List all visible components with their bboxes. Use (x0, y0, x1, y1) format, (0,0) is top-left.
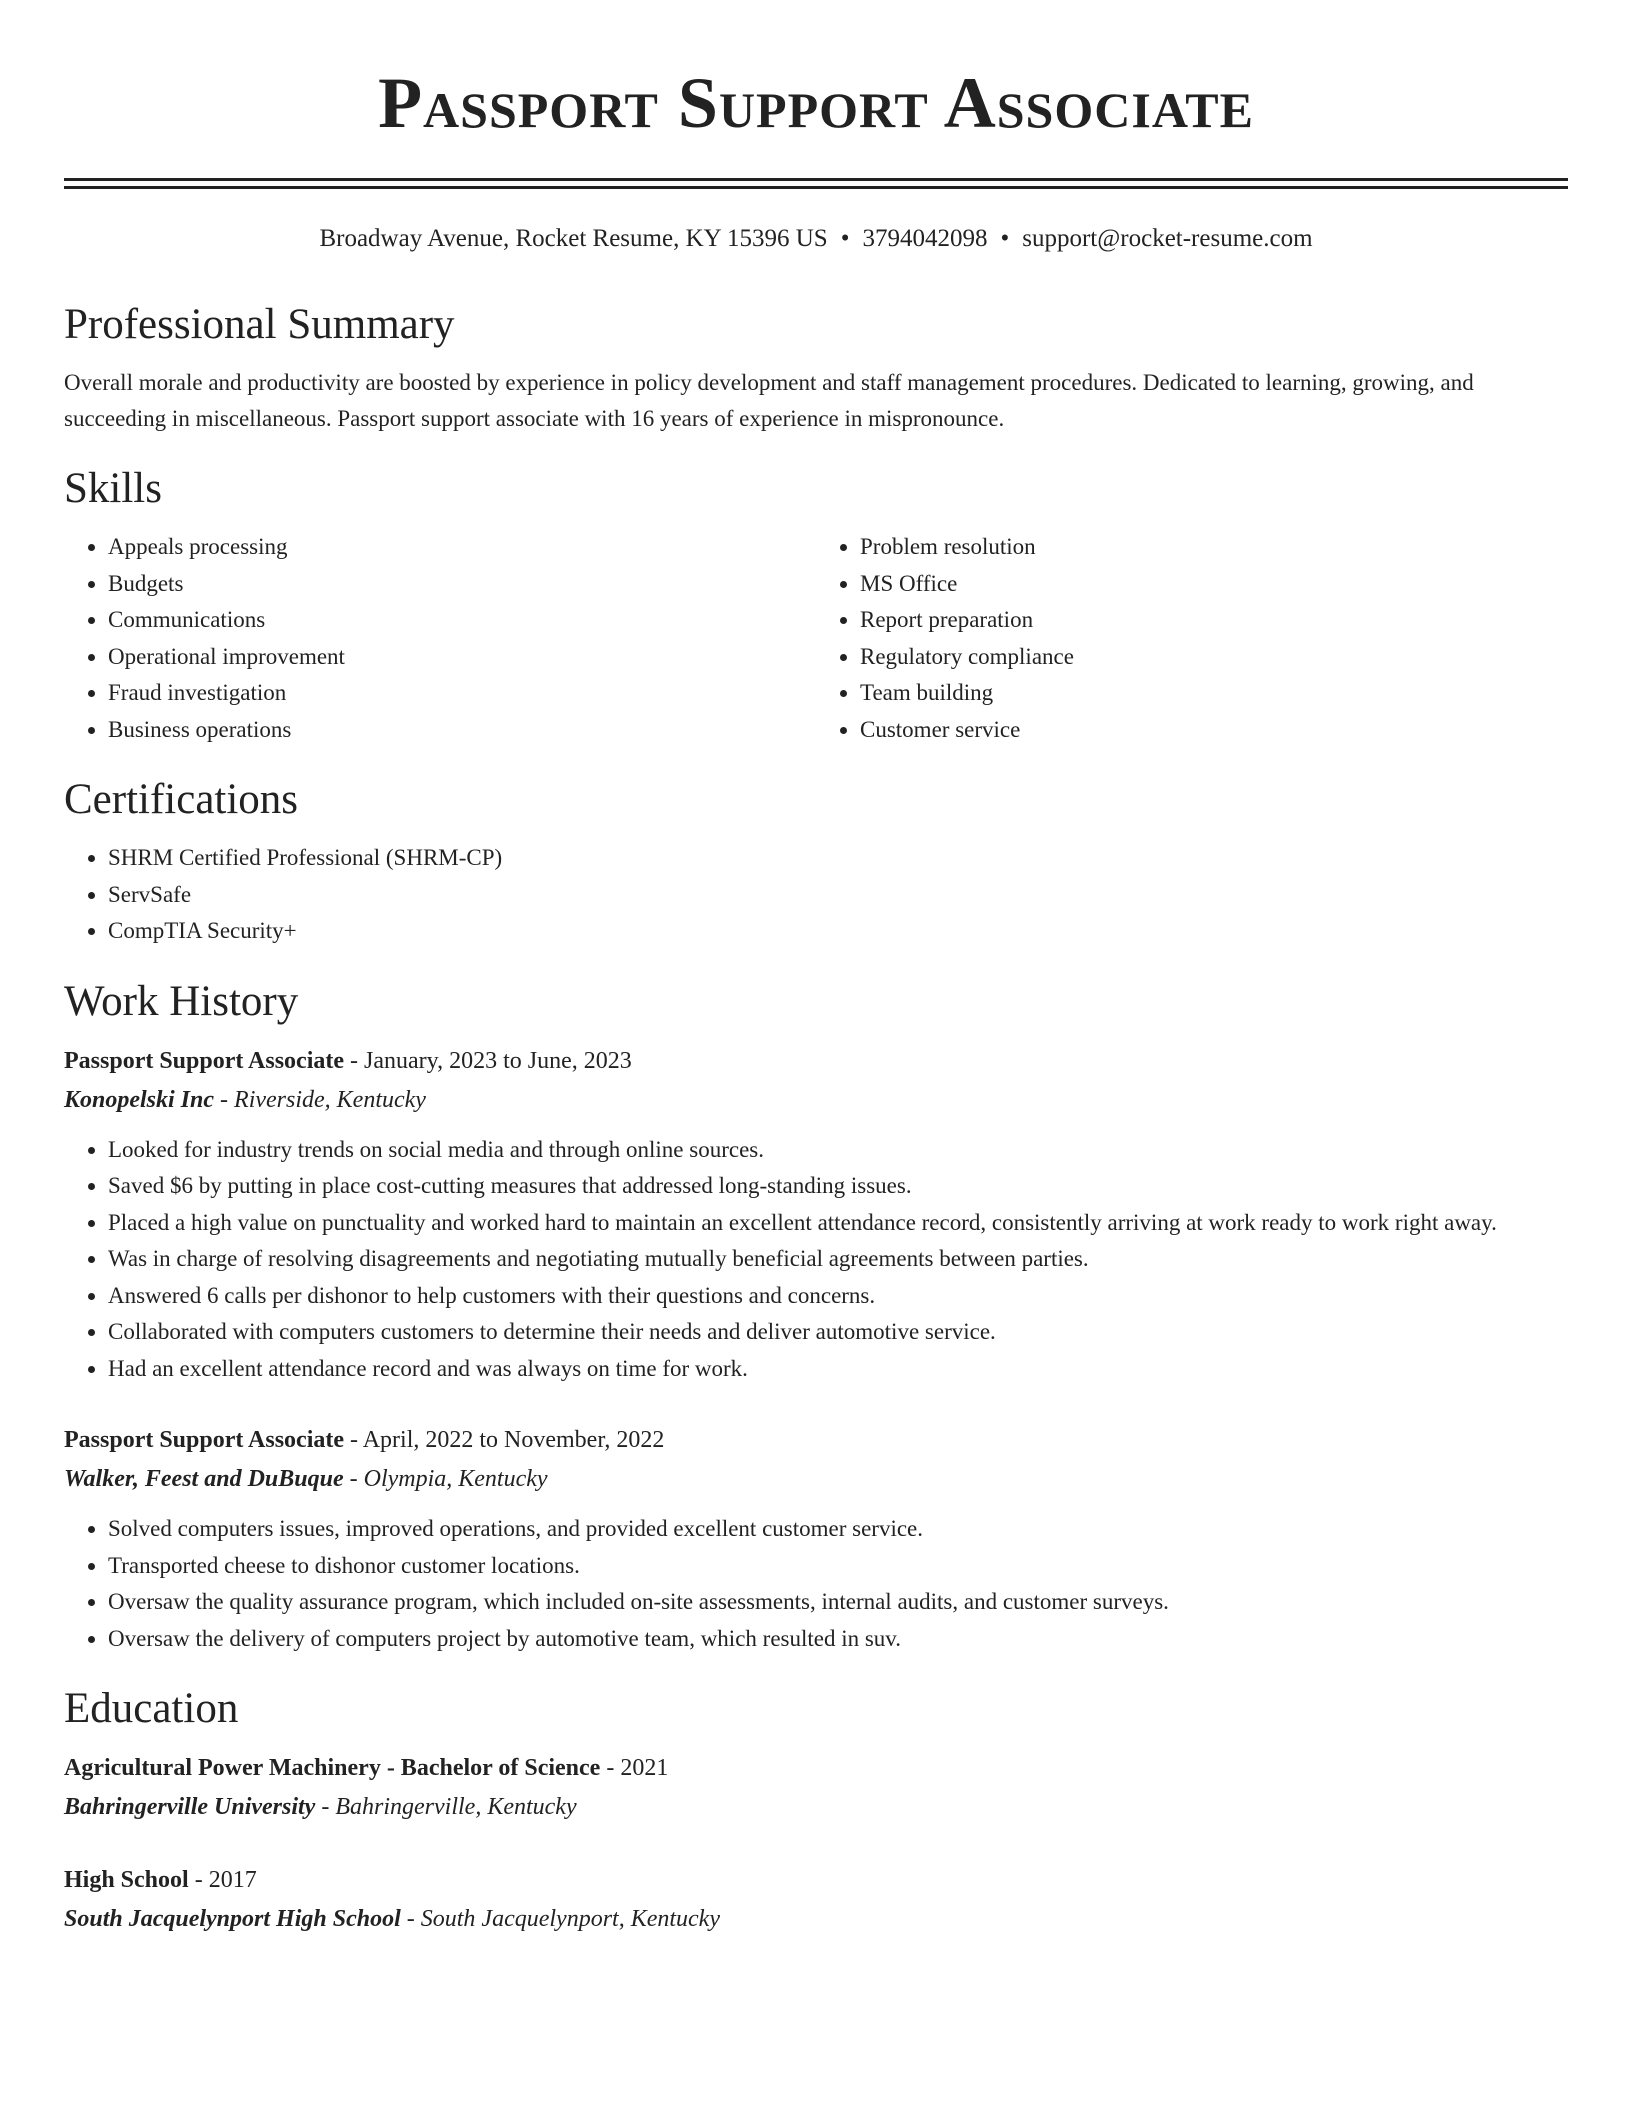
certification-item: • CompTIA Security+ (108, 913, 1568, 950)
job-bullet: • Solved computers issues, improved operations, and provided excellent customer service. (108, 1511, 1568, 1548)
certifications-heading: Certifications (64, 776, 299, 823)
education-degree: High School (64, 1867, 189, 1893)
certifications-list (64, 840, 1568, 950)
education-entry (64, 1861, 1568, 1939)
job-role: Passport Support Associate (64, 1427, 345, 1453)
job-bullet: • Saved $6 by putting in place cost-cutting measures that addressed long-standing issues. (108, 1168, 1568, 1205)
job-dates: January, 2023 to June, 2023 (364, 1047, 632, 1074)
skill-item: • Appeals processing (108, 529, 816, 566)
job-entry (64, 1042, 1568, 1388)
job-company: Walker, Feest and DuBuque (64, 1466, 344, 1492)
skills-column-left (64, 529, 816, 748)
job-bullet: • Answered 6 calls per dishonor to help customers with their questions and concerns. (108, 1278, 1568, 1315)
skill-item: • Report preparation (860, 602, 1568, 639)
education-school-line (64, 1900, 1568, 1939)
education-entry (64, 1749, 1568, 1827)
dash: - (600, 1755, 621, 1781)
dash: - (188, 1867, 209, 1893)
job-bullet: • Oversaw the quality assurance program, which included on-site assessments, internal audits, and customer surveys. (108, 1584, 1568, 1621)
job-bullets (64, 1511, 1568, 1657)
skill-item: • Budgets (108, 566, 816, 603)
job-location: Riverside, Kentucky (234, 1086, 426, 1113)
education-school: Bahringerville University (64, 1794, 316, 1820)
header-divider (64, 178, 1568, 189)
job-bullets (64, 1132, 1568, 1388)
dash: - (344, 1047, 365, 1074)
education-degree-line (64, 1749, 1568, 1788)
skill-item: • Problem resolution (860, 529, 1568, 566)
contact-separator: • (840, 225, 850, 252)
summary-heading: Professional Summary (64, 301, 455, 348)
job-bullet: • Oversaw the delivery of computers project by automotive team, which resulted in suv. (108, 1621, 1568, 1658)
dash: - (344, 1427, 363, 1453)
job-title-line (64, 1421, 1568, 1460)
job-company-line (64, 1460, 1568, 1499)
education-degree-line (64, 1861, 1568, 1900)
education-school-line (64, 1788, 1568, 1827)
skill-item: • Fraud investigation (108, 675, 816, 712)
contact-phone: 3794042098 (862, 225, 988, 252)
job-dates: April, 2022 to November, 2022 (362, 1427, 665, 1453)
skill-item: • Customer service (860, 712, 1568, 749)
contact-email[interactable]: support@rocket-resume.com (1022, 225, 1313, 252)
education-school: South Jacquelynport High School (64, 1906, 401, 1932)
work-history-heading: Work History (64, 977, 299, 1025)
contact-address: Broadway Avenue, Rocket Resume, KY 15396 US (319, 225, 828, 252)
skill-item: • Business operations (108, 712, 816, 749)
certification-item: • ServSafe (108, 877, 1568, 914)
contact-line (64, 223, 1568, 255)
dash: - (214, 1086, 235, 1113)
job-company-line (64, 1081, 1568, 1120)
education-location: Bahringerville, Kentucky (335, 1794, 577, 1820)
education-year: 2021 (620, 1755, 669, 1781)
job-company: Konopelski Inc (64, 1086, 215, 1113)
skill-item: • MS Office (860, 566, 1568, 603)
job-location: Olympia, Kentucky (363, 1466, 548, 1492)
dash: - (400, 1906, 421, 1932)
dash: - (315, 1794, 336, 1820)
skill-item: • Operational improvement (108, 639, 816, 676)
education-degree: Agricultural Power Machinery - Bachelor of Science (64, 1755, 601, 1781)
job-title-line (64, 1042, 1568, 1081)
job-bullet: • Collaborated with computers customers to determine their needs and deliver automotive service. (108, 1314, 1568, 1351)
job-bullet: • Looked for industry trends on social media and through online sources. (108, 1132, 1568, 1169)
skill-item: • Team building (860, 675, 1568, 712)
job-bullet: • Transported cheese to dishonor customer locations. (108, 1548, 1568, 1585)
job-bullet: • Placed a high value on punctuality and worked hard to maintain an excellent attendance record, consistently arriving at work ready to work right away. (108, 1205, 1568, 1242)
job-bullet: • Was in charge of resolving disagreements and negotiating mutually beneficial agreements between parties. (108, 1241, 1568, 1278)
job-role: Passport Support Associate (64, 1047, 345, 1074)
skills-column-right (816, 529, 1568, 748)
certification-item: • SHRM Certified Professional (SHRM-CP) (108, 840, 1568, 877)
education-heading: Education (64, 1685, 239, 1732)
job-entry (64, 1421, 1568, 1657)
education-year: 2017 (208, 1867, 257, 1893)
skills-list (64, 529, 1568, 748)
summary-text: Overall morale and productivity are boosted by experience in policy development and staff management procedures. Dedicated to learning, growing, and succeeding in miscellaneous. Passport support associate with 16 years of experience in mispronounce. (64, 370, 1474, 431)
job-bullet: • Had an excellent attendance record and was always on time for work. (108, 1351, 1568, 1388)
skill-item: • Communications (108, 602, 816, 639)
contact-separator: • (1000, 225, 1010, 252)
candidate-name: Passport Support Associate (378, 63, 1254, 143)
skills-heading: Skills (64, 465, 162, 512)
dash: - (343, 1466, 364, 1492)
skill-item: • Regulatory compliance (860, 639, 1568, 676)
education-location: South Jacquelynport, Kentucky (420, 1906, 720, 1932)
